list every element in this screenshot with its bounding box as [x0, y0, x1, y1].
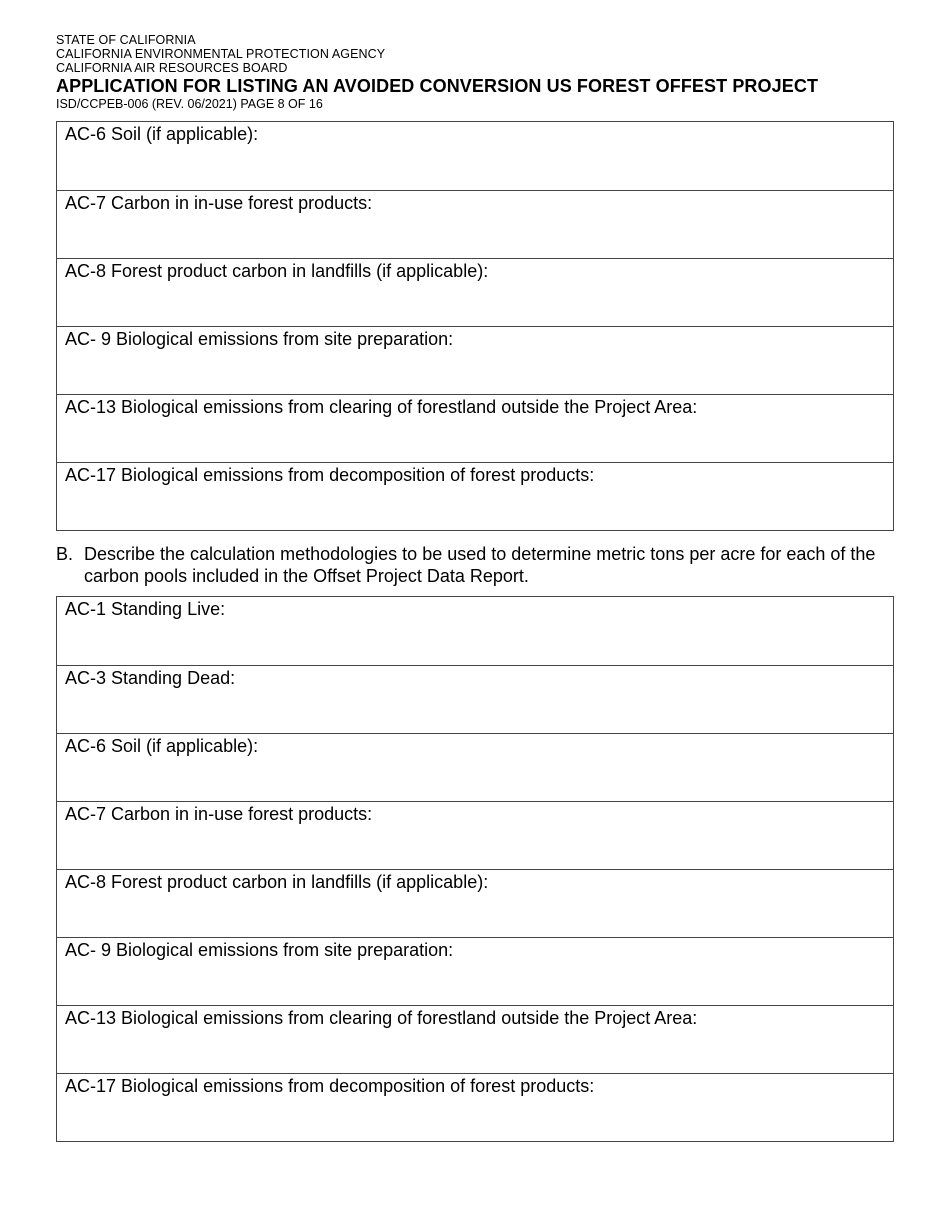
- field-label: AC-13 Biological emissions from clearing of forestland outside the Project Area:: [65, 1008, 698, 1028]
- field-ac8-landfills[interactable]: [57, 869, 893, 937]
- field-ac13-clearing[interactable]: [57, 1005, 893, 1073]
- field-ac9-site-preparation[interactable]: [57, 937, 893, 1005]
- form-title: APPLICATION FOR LISTING AN AVOIDED CONVERSION US FOREST OFFEST PROJECT: [56, 76, 819, 96]
- section-a-table: [56, 121, 894, 531]
- field-label: AC-8 Forest product carbon in landfills (if applicable):: [65, 872, 489, 892]
- section-b-text: Describe the calculation methodologies to be used to determine metric tons per acre for each of the carbon pools included in the Offset Project Data Report.: [84, 544, 876, 586]
- field-ac8-landfills[interactable]: [57, 258, 893, 326]
- field-ac13-clearing[interactable]: [57, 394, 893, 462]
- agency-state: STATE OF CALIFORNIA: [56, 33, 196, 47]
- section-b-table: [56, 596, 894, 1142]
- form-id-page-number: ISD/CCPEB-006 (REV. 06/2021) PAGE 8 OF 16: [56, 97, 323, 111]
- field-label: AC-6 Soil (if applicable):: [65, 736, 259, 756]
- field-ac7-in-use-products[interactable]: [57, 190, 893, 258]
- field-label: AC-7 Carbon in in-use forest products:: [65, 193, 373, 213]
- field-ac6-soil[interactable]: [57, 733, 893, 801]
- section-b-marker: B.: [56, 544, 74, 564]
- field-ac17-decomposition[interactable]: [57, 462, 893, 530]
- section-b-instruction: [56, 543, 896, 587]
- field-ac7-in-use-products[interactable]: [57, 801, 893, 869]
- field-ac17-decomposition[interactable]: [57, 1073, 893, 1141]
- field-ac6-soil[interactable]: [57, 122, 893, 190]
- field-ac3-standing-dead[interactable]: [57, 665, 893, 733]
- field-ac1-standing-live[interactable]: [57, 597, 893, 665]
- field-ac9-site-preparation[interactable]: [57, 326, 893, 394]
- field-label: AC-13 Biological emissions from clearing of forestland outside the Project Area:: [65, 397, 698, 417]
- field-label: AC-3 Standing Dead:: [65, 668, 236, 688]
- field-label: AC-1 Standing Live:: [65, 599, 226, 619]
- field-label: AC-6 Soil (if applicable):: [65, 124, 259, 144]
- agency-calepa: CALIFORNIA ENVIRONMENTAL PROTECTION AGENCY: [56, 47, 386, 61]
- field-label: AC-8 Forest product carbon in landfills (if applicable):: [65, 261, 489, 281]
- field-label: AC-7 Carbon in in-use forest products:: [65, 804, 373, 824]
- field-label: AC- 9 Biological emissions from site preparation:: [65, 940, 454, 960]
- field-label: AC-17 Biological emissions from decomposition of forest products:: [65, 1076, 595, 1096]
- form-header: [56, 33, 896, 111]
- agency-carb: CALIFORNIA AIR RESOURCES BOARD: [56, 61, 288, 75]
- field-label: AC- 9 Biological emissions from site preparation:: [65, 329, 454, 349]
- field-label: AC-17 Biological emissions from decomposition of forest products:: [65, 465, 595, 485]
